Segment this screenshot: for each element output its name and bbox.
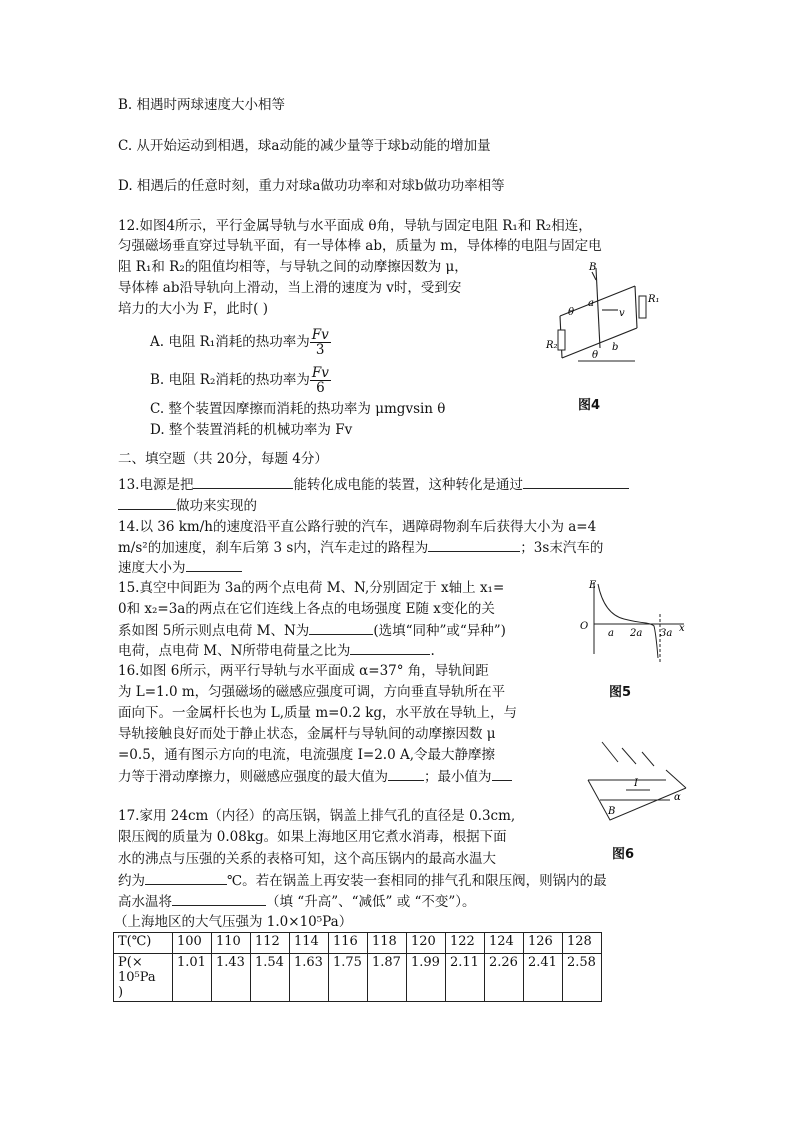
q13-line2 <box>118 495 257 516</box>
fig4-label-b-field: B <box>589 262 597 273</box>
table-head-pressure <box>114 954 173 1002</box>
fig5-field-curve <box>598 584 658 658</box>
q17-text-b: ℃。若在锅盖上再安装一套相同的排气孔和限压阀，则锅内的最 <box>227 873 607 889</box>
table-head-pressure-line: 10⁵Pa <box>118 970 156 985</box>
table-head-pressure-line: ) <box>118 985 124 1000</box>
table-cell: 2.11 <box>446 954 485 1002</box>
table-cell: 1.54 <box>251 954 290 1002</box>
table-cell: 100 <box>173 933 212 954</box>
figure-4-caption: 图4 <box>578 398 601 413</box>
q12-line2: 匀强磁场垂直穿过导轨平面，有一导体棒 ab，质量为 m，导体棒的电阻与固定电 <box>118 238 602 254</box>
q16-line4: 导轨接触良好而处于静止状态，金属杆与导轨间的动摩擦因数 μ <box>118 726 496 742</box>
q13-blank-2[interactable] <box>523 474 629 489</box>
table-head-pressure-line: P(× <box>118 955 143 970</box>
fig5-label-3a: 3a <box>660 628 673 639</box>
table-cell: 120 <box>407 933 446 954</box>
figure-4-diagram <box>540 258 670 368</box>
q15-line4 <box>118 640 435 661</box>
q12-option-a-fraction <box>310 328 331 357</box>
q16-line3: 面向下。一金属杆长也为 L,质量 m=0.2 kg，水平放在导轨上，与 <box>118 705 518 721</box>
fig5-label-a: a <box>608 628 614 639</box>
q17-line2: 限压阀的质量为 0.08kg。如果上海地区用它煮水消毒，根据下面 <box>118 829 507 845</box>
fig6-label-b: B <box>608 806 616 817</box>
q15-text-b: (选填“同种”或“异种”) <box>373 623 506 639</box>
fig4-label-theta-top: θ <box>568 307 575 318</box>
fig5-label-2a: 2a <box>630 628 643 639</box>
table-cell: 114 <box>290 933 329 954</box>
table-cell: 2.41 <box>524 954 563 1002</box>
q16-text-b: ；最小值为 <box>424 769 492 785</box>
q17-blank-1[interactable] <box>145 870 227 885</box>
fig4-label-theta-bottom: θ <box>592 350 599 361</box>
q16-text-a: 力等于滑动摩擦力，则磁感应强度的最大值为 <box>118 769 388 785</box>
table-cell: 1.87 <box>368 954 407 1002</box>
q15-line1: 15.真空中间距为 3a的两个点电荷 M、N,分别固定于 x轴上 x₁= <box>118 580 505 596</box>
q12-option-a <box>150 328 331 357</box>
q17-line5 <box>118 891 476 912</box>
table-cell: 1.75 <box>329 954 368 1002</box>
q11-option-c: C. 从开始运动到相遇，球a动能的减少量等于球b动能的增加量 <box>118 138 491 154</box>
q16-blank-2[interactable] <box>492 766 512 781</box>
q12-option-b-num: Fv <box>311 365 329 381</box>
q12-option-a-den: 3 <box>315 342 325 358</box>
fig4-label-r2: R₂ <box>546 340 558 351</box>
q15-text-d: . <box>430 643 435 659</box>
q14-line2 <box>118 537 603 558</box>
q12-option-b-fraction <box>310 366 331 395</box>
fig4-label-b: b <box>612 342 619 353</box>
table-cell: 112 <box>251 933 290 954</box>
resistor-r2 <box>558 330 565 350</box>
q17-line1: 17.家用 24cm（内径）的高压锅，锅盖上排气孔的直径是 0.3cm, <box>118 808 516 824</box>
q14-line3 <box>118 557 242 578</box>
q11-option-d: D. 相遇后的任意时刻，重力对球a做功功率和对球b做功功率相等 <box>118 178 505 194</box>
fig5-label-e: E <box>589 580 597 591</box>
table-cell: 124 <box>485 933 524 954</box>
table-cell: 116 <box>329 933 368 954</box>
q16-blank-1[interactable] <box>388 766 424 781</box>
q12-line3: 阻 R₁和 R₂的阻值均相等，与导轨之间的动摩擦因数为 μ， <box>118 259 468 275</box>
q11-option-b: B. 相遇时两球速度大小相等 <box>118 97 286 113</box>
table-cell: 110 <box>212 933 251 954</box>
table-cell: 118 <box>368 933 407 954</box>
resistor-r1 <box>639 296 646 318</box>
q16-line5: =0.5，通有图示方向的电流，电流强度 I=2.0 A,令最大静摩擦 <box>118 747 496 763</box>
q15-line2: 0和 x₂=3a的两点在它们连线上各点的电场强度 E随 x变化的关 <box>118 601 495 617</box>
figure-5-graph <box>574 574 689 664</box>
q13-text-b: 能转化成电能的装置，这种转化是通过 <box>293 477 523 493</box>
q13-text-a: 13.电源是把 <box>118 477 194 493</box>
table-row-pressure <box>114 954 602 1002</box>
table-cell: 2.58 <box>563 954 602 1002</box>
q13-blank-1[interactable] <box>193 474 293 489</box>
q15-text-c: 电荷，点电荷 M、N所带电荷量之比为 <box>118 643 351 659</box>
q14-blank-1[interactable] <box>428 537 520 552</box>
q14-text-b: ；3s末汽车的 <box>520 540 604 556</box>
q12-option-d: D. 整个装置消耗的机械功率为 Fv <box>150 422 353 438</box>
q12-option-b-text: B. 电阻 R₂消耗的热功率为 <box>150 372 310 388</box>
table-cell: 126 <box>524 933 563 954</box>
q15-blank-1[interactable] <box>309 620 373 635</box>
fig6-rail-right <box>666 770 686 788</box>
q12-option-c: C. 整个装置因摩擦而消耗的热功率为 μmgvsin θ <box>150 401 446 417</box>
q17-text-c: 高水温将 <box>118 894 172 910</box>
q15-text-a: 系如图 5所示则点电荷 M、N为 <box>118 623 310 639</box>
table-cell: 1.43 <box>212 954 251 1002</box>
boiling-point-table <box>113 932 602 1002</box>
q16-line1: 16.如图 6所示，两平行导轨与水平面成 α=37° 角，导轨间距 <box>118 663 489 679</box>
table-cell: 1.01 <box>173 954 212 1002</box>
q16-line6 <box>118 766 512 787</box>
table-cell: 122 <box>446 933 485 954</box>
fig4-label-a: a <box>588 298 594 309</box>
q15-blank-2[interactable] <box>350 640 430 655</box>
q13-blank-2-cont[interactable] <box>118 495 176 510</box>
q17-text-d: （填 “升高”、“减低” 或 “不变”）。 <box>266 894 476 910</box>
fig6-b-arrow-1 <box>602 742 618 762</box>
fig6-b-arrow-2 <box>622 748 636 764</box>
q16-line2: 为 L=1.0 m，匀强磁场的磁感应强度可调，方向垂直导轨所在平 <box>118 684 506 700</box>
q12-option-a-text: A. 电阻 R₁消耗的热功率为 <box>150 334 310 350</box>
q17-line4 <box>118 870 607 891</box>
fig5-label-o: O <box>580 621 589 632</box>
q17-line3: 水的沸点与压强的关系的表格可知，这个高压锅内的最高水温大 <box>118 851 496 867</box>
fig6-label-alpha: α <box>674 792 681 803</box>
fig4-label-v: v <box>619 308 625 319</box>
q12-option-b-den: 6 <box>316 380 325 396</box>
q12-option-b <box>150 366 331 395</box>
table-cell: 128 <box>563 933 602 954</box>
q17-blank-2[interactable] <box>172 891 266 906</box>
q13-line1 <box>118 474 629 495</box>
q17-text-a: 约为 <box>118 873 145 889</box>
fig6-b-arrow-3 <box>642 752 654 766</box>
table-cell: 1.99 <box>407 954 446 1002</box>
q14-line1: 14.以 36 km/h的速度沿平直公路行驶的汽车，遇障碍物刹车后获得大小为 a=4 <box>118 519 597 535</box>
q14-text-a: m/s²的加速度，刹车后第 3 s内，汽车走过的路程为 <box>118 540 429 556</box>
q12-line5: 培力的大小为 F，此时( ) <box>118 301 268 317</box>
q14-text-c: 速度大小为 <box>118 560 186 576</box>
table-cell: 2.26 <box>485 954 524 1002</box>
q12-line1: 12.如图4所示，平行金属导轨与水平面成 θ角，导轨与固定电阻 R₁和 R₂相连， <box>118 218 592 234</box>
table-head-temperature: T(℃) <box>114 933 173 954</box>
fig6-label-i: I <box>634 778 638 789</box>
q15-line3 <box>118 620 506 641</box>
q13-text-c: 做功来实现的 <box>176 498 257 514</box>
q17-pressure-note: （上海地区的大气压强为 1.0×10⁵Pa） <box>114 914 353 930</box>
table-cell: 1.63 <box>290 954 329 1002</box>
fig4-label-r1: R₁ <box>648 294 660 305</box>
figure-6-caption: 图6 <box>612 847 635 862</box>
figure-6-diagram <box>578 738 690 828</box>
fig5-label-x: x <box>679 623 685 634</box>
q12-line4: 导体棒 ab沿导轨向上滑动，当上滑的速度为 v时，受到安 <box>118 280 462 296</box>
q14-blank-2[interactable] <box>186 557 242 572</box>
q12-option-a-num: Fv <box>311 327 329 343</box>
section-2-heading: 二、填空题（共 20分，每题 4分） <box>118 451 328 467</box>
table-row-temperature <box>114 933 602 954</box>
figure-5-caption: 图5 <box>609 685 632 700</box>
